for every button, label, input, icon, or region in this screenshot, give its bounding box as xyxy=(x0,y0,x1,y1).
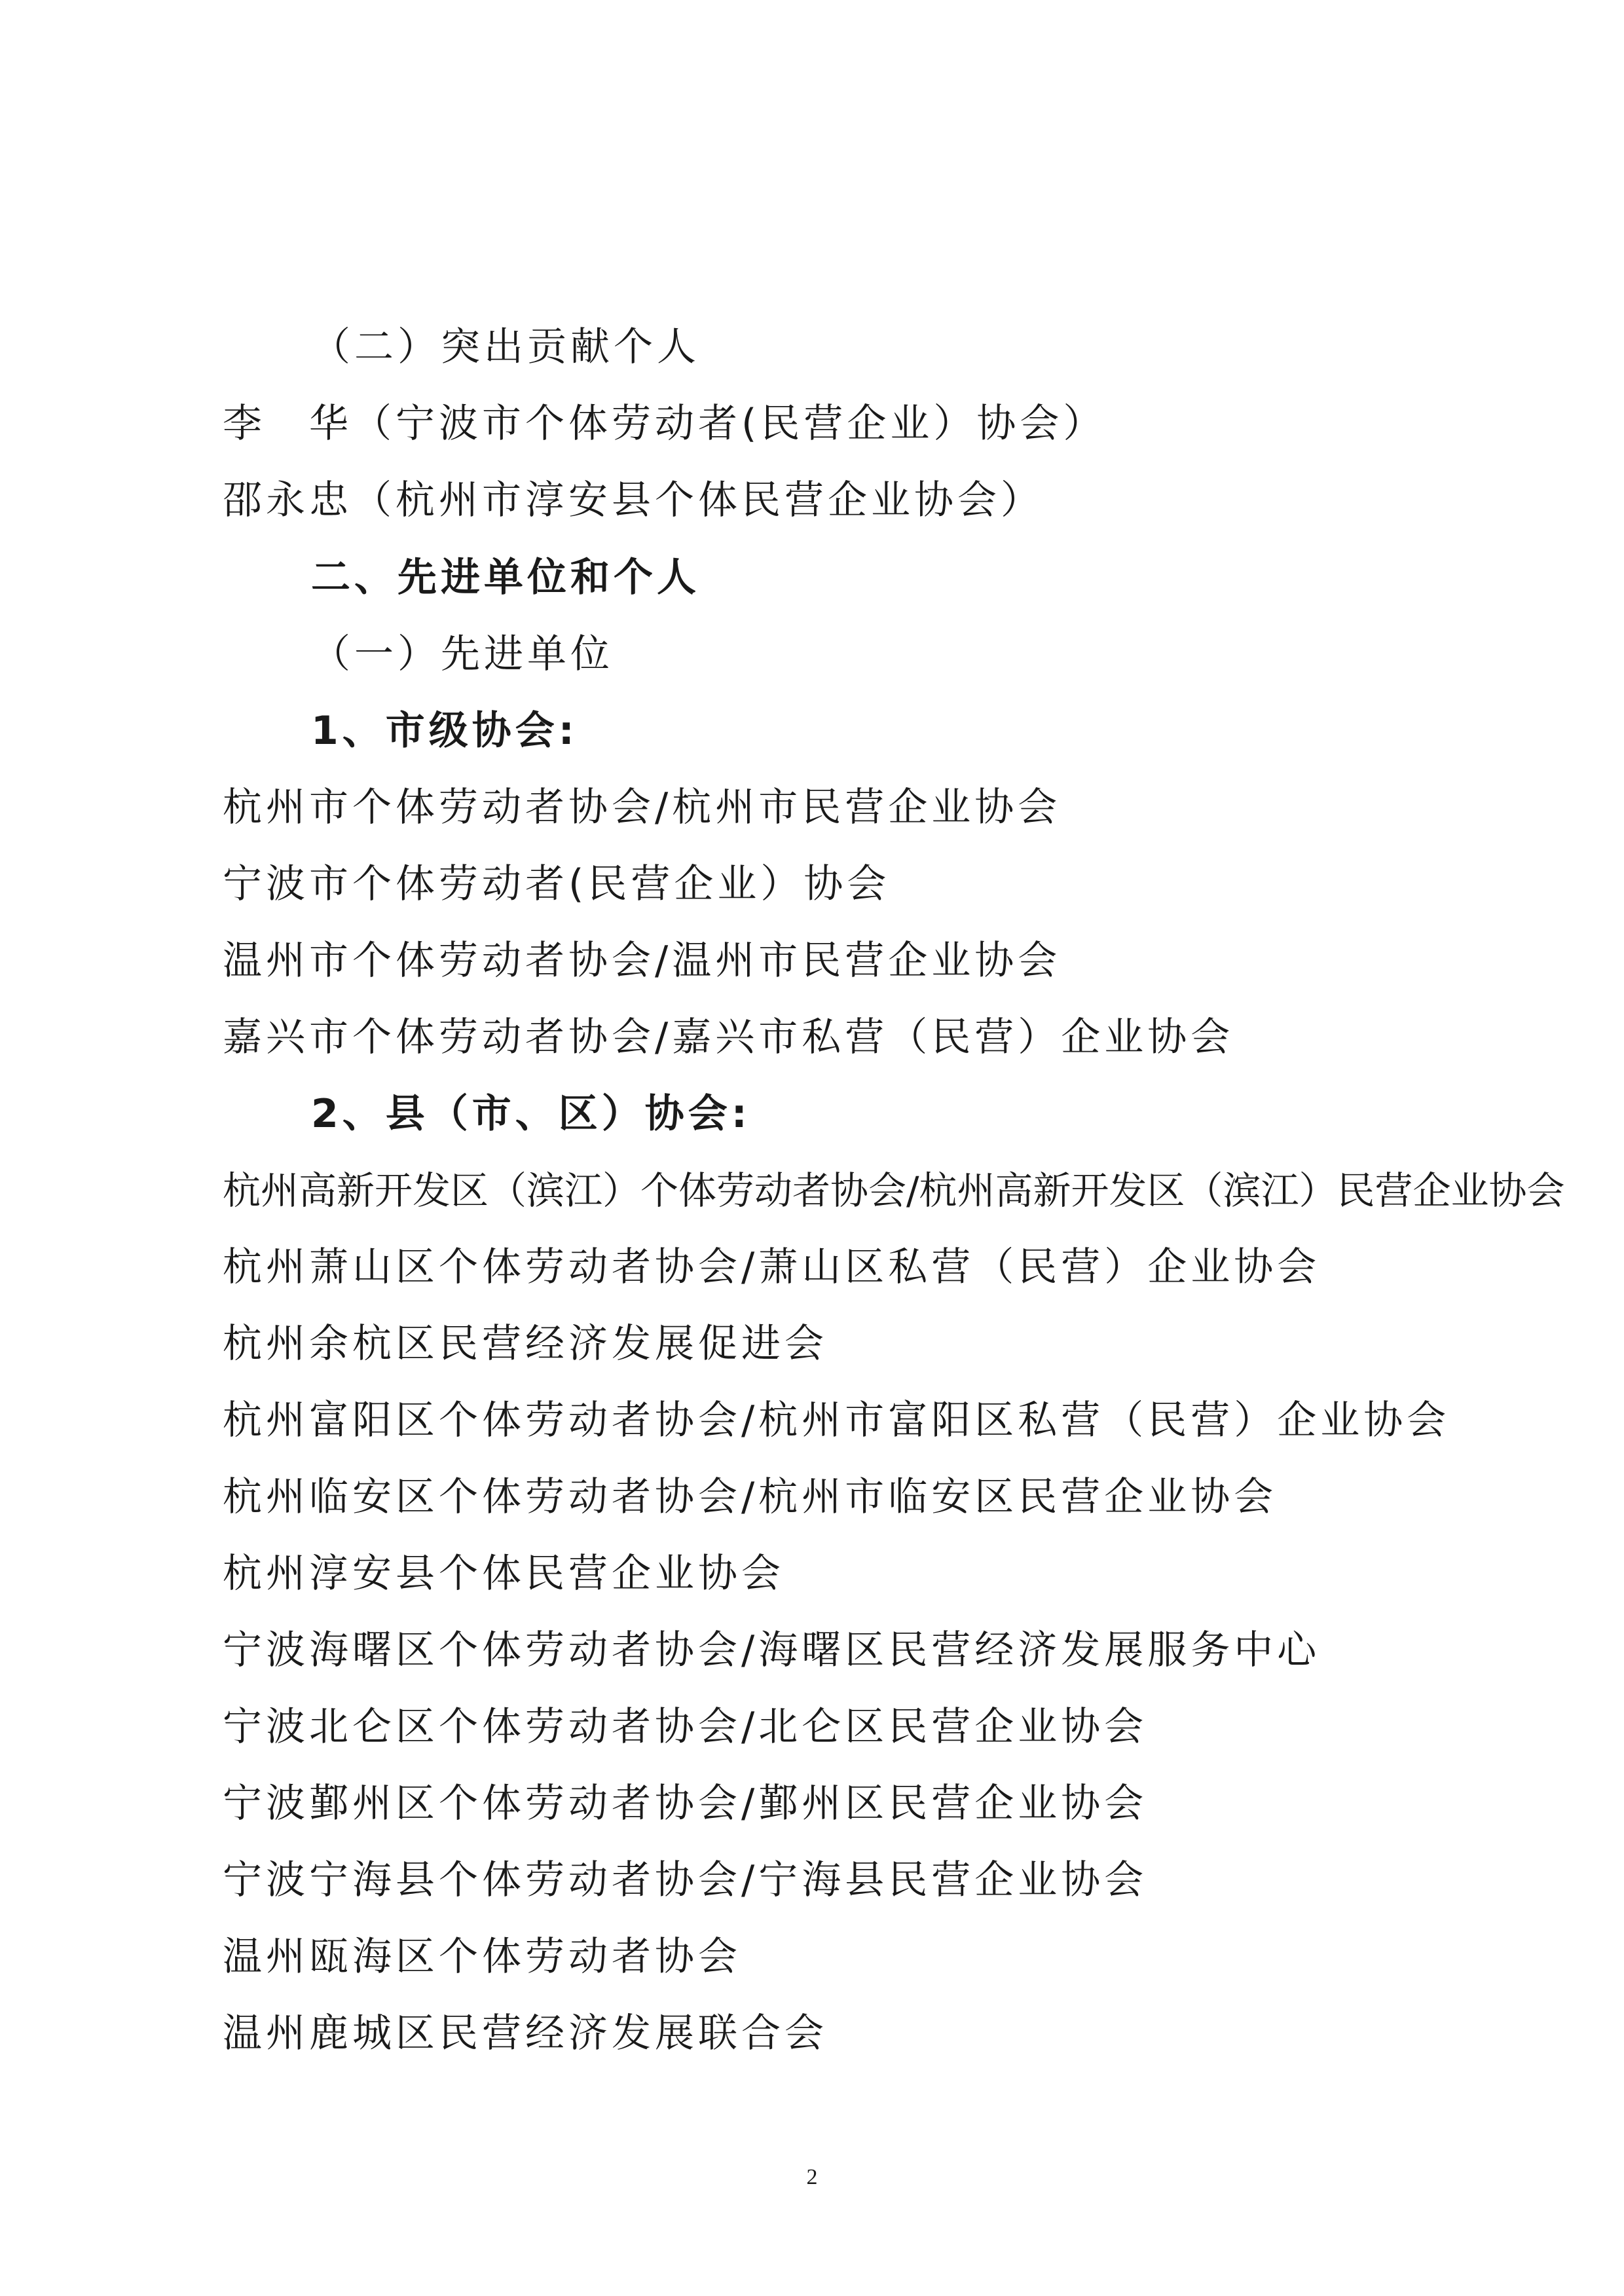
county-unit-item: 杭州富阳区个体劳动者协会/杭州市富阳区私营（民营）企业协会 xyxy=(223,1398,1450,1443)
advanced-units-heading: （一）先进单位 xyxy=(311,631,614,677)
city-unit-item: 杭州市个体劳动者协会/杭州市民营企业协会 xyxy=(223,785,1061,830)
county-level-heading: 2、县（市、区）协会: xyxy=(311,1091,751,1137)
city-unit-item: 嘉兴市个体劳动者协会/嘉兴市私营（民营）企业协会 xyxy=(223,1014,1234,1060)
section-2-heading: 二、先进单位和个人 xyxy=(311,555,700,601)
city-unit-item: 宁波市个体劳动者(民营企业）协会 xyxy=(223,861,891,907)
county-unit-item: 杭州淳安县个体民营企业协会 xyxy=(223,1551,784,1597)
county-unit-item: 宁波北仑区个体劳动者协会/北仑区民营企业协会 xyxy=(223,1704,1148,1750)
county-unit-item: 杭州萧山区个体劳动者协会/萧山区私营（民营）企业协会 xyxy=(223,1244,1321,1290)
county-unit-item: 宁波鄞州区个体劳动者协会/鄞州区民营企业协会 xyxy=(223,1781,1148,1826)
individual-item: 李 华（宁波市个体劳动者(民营企业）协会） xyxy=(223,401,1107,447)
outstanding-individuals-heading: （二）突出贡献个人 xyxy=(311,324,700,370)
city-unit-item: 温州市个体劳动者协会/温州市民营企业协会 xyxy=(223,938,1061,984)
county-unit-item: 温州鹿城区民营经济发展联合会 xyxy=(223,2010,828,2056)
county-unit-item: 宁波海曙区个体劳动者协会/海曙区民营经济发展服务中心 xyxy=(223,1627,1321,1673)
county-unit-item: 杭州余杭区民营经济发展促进会 xyxy=(223,1321,828,1367)
county-unit-item: 宁波宁海县个体劳动者协会/宁海县民营企业协会 xyxy=(223,1857,1148,1903)
city-level-heading: 1、市级协会: xyxy=(311,708,578,754)
county-unit-item: 杭州临安区个体劳动者协会/杭州市临安区民营企业协会 xyxy=(223,1474,1278,1520)
page-number: 2 xyxy=(806,2165,818,2189)
individual-item: 邵永忠（杭州市淳安县个体民营企业协会） xyxy=(223,477,1044,523)
county-unit-item: 杭州高新开发区（滨江）个体劳动者协会/杭州高新开发区（滨江）民营企业协会 xyxy=(223,1168,1565,1213)
county-unit-item: 温州瓯海区个体劳动者协会 xyxy=(223,1934,741,1980)
